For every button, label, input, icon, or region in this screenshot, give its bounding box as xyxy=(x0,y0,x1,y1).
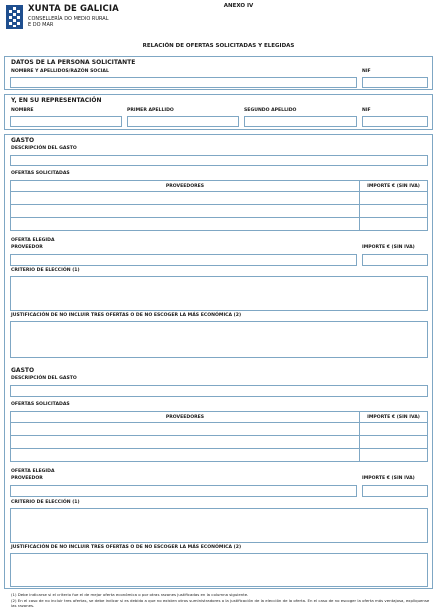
table-row xyxy=(11,205,428,218)
document-title: RELACIÓN DE OFERTAS SOLICITADAS Y ELEGIDAS xyxy=(142,43,295,49)
chosen-offer-label: OFERTA ELEGIDA xyxy=(11,238,55,243)
chosen-provider-field[interactable] xyxy=(10,254,357,266)
table-row xyxy=(11,436,428,449)
amount-cell[interactable] xyxy=(360,192,428,205)
representative-nif-label: NIF xyxy=(362,108,371,113)
second-surname-label: SEGUNDO APELLIDO xyxy=(244,108,297,113)
table-row xyxy=(11,423,428,436)
chosen-amount-label: IMPORTE € (SIN IVA) xyxy=(362,245,415,250)
table-row xyxy=(11,449,428,462)
annex-label: ANEXO IV xyxy=(223,3,254,9)
applicant-section xyxy=(4,56,433,90)
applicant-title: DATOS DE LA PERSONA SOLICITANTE xyxy=(11,59,136,66)
chosen-amount-label: IMPORTE € (SIN IVA) xyxy=(362,476,415,481)
amount-header: IMPORTE € (SIN IVA) xyxy=(360,181,428,192)
justification-label: JUSTIFICACIÓN DE NO INCLUIR TRES OFERTAS O DE NO ESCOGER LA MÁS ECONÓMICA (2) xyxy=(11,545,242,550)
applicant-name-label: NOMBRE Y APELLIDOS/RAZÓN SOCIAL xyxy=(11,69,109,74)
expense-description-field[interactable] xyxy=(10,155,428,166)
criterion-label: CRITERIO DE ELECCIÓN (1) xyxy=(11,500,80,505)
expense-title: GASTO xyxy=(11,137,35,144)
first-name-field[interactable] xyxy=(10,116,122,127)
expense-description-label: DESCRIPCIÓN DEL GASTO xyxy=(11,146,77,151)
justification-field[interactable] xyxy=(10,321,428,358)
applicant-nif-field[interactable] xyxy=(362,77,428,88)
representative-title: Y, EN SU REPRESENTACIÓN xyxy=(11,97,102,104)
amount-header: IMPORTE € (SIN IVA) xyxy=(360,412,428,423)
providers-header: PROVEEDORES xyxy=(11,181,360,192)
requested-offers-label: OFERTAS SOLICITADAS xyxy=(11,171,70,176)
provider-cell[interactable] xyxy=(11,449,360,462)
expense-description-field[interactable] xyxy=(10,385,428,397)
representative-section xyxy=(4,94,433,130)
table-row xyxy=(11,192,428,205)
providers-header: PROVEEDORES xyxy=(11,412,360,423)
logo-department-line1: CONSELLERÍA DO MEDIO RURAL xyxy=(28,16,109,22)
amount-cell[interactable] xyxy=(360,436,428,449)
criterion-label: CRITERIO DE ELECCIÓN (1) xyxy=(11,268,80,273)
justification-field[interactable] xyxy=(10,553,428,587)
second-surname-field[interactable] xyxy=(244,116,357,127)
first-surname-label: PRIMER APELLIDO xyxy=(127,108,174,113)
provider-cell[interactable] xyxy=(11,192,360,205)
logo-department xyxy=(28,16,109,28)
amount-cell[interactable] xyxy=(360,218,428,231)
requested-offers-label: OFERTAS SOLICITADAS xyxy=(11,402,70,407)
applicant-nif-label: NIF xyxy=(362,69,371,74)
logo-name: XUNTA DE GALICIA xyxy=(28,4,119,14)
applicant-name-field[interactable] xyxy=(10,77,357,88)
criterion-field[interactable] xyxy=(10,508,428,543)
justification-label: JUSTIFICACIÓN DE NO INCLUIR TRES OFERTAS O DE NO ESCOGER LA MÁS ECONÓMICA (2) xyxy=(11,313,242,318)
footnote-2: (2) En el caso de no incluir tres ofertas, se debe indicar si es debido a que no existen otros suministradores o la justificación de la elección de la oferta. En el caso de no escoger la oferta más ventajosa, explíquense las razones. xyxy=(11,597,430,609)
provider-cell[interactable] xyxy=(11,436,360,449)
requested-offers-table xyxy=(10,180,428,231)
logo-department-line2: E DO MAR xyxy=(28,22,54,28)
provider-cell[interactable] xyxy=(11,218,360,231)
chosen-provider-field[interactable] xyxy=(10,485,357,497)
provider-label: PROVEEDOR xyxy=(11,245,43,250)
footnotes xyxy=(11,592,431,609)
provider-label: PROVEEDOR xyxy=(11,476,43,481)
provider-cell[interactable] xyxy=(11,205,360,218)
table-row xyxy=(11,218,428,231)
expenses-section xyxy=(4,134,433,589)
footnote-1: (1) Debe indicarse si el criterio fue el de mejor oferta económica o por otras razones justificadas en la columna siguiente. xyxy=(11,592,249,597)
representative-nif-field[interactable] xyxy=(362,116,428,127)
chosen-amount-field[interactable] xyxy=(362,254,428,266)
expense-title: GASTO xyxy=(11,367,35,374)
requested-offers-table xyxy=(10,411,428,462)
expense-description-label: DESCRIPCIÓN DEL GASTO xyxy=(11,376,77,381)
amount-cell[interactable] xyxy=(360,449,428,462)
first-surname-field[interactable] xyxy=(127,116,239,127)
amount-cell[interactable] xyxy=(360,423,428,436)
amount-cell[interactable] xyxy=(360,205,428,218)
chosen-offer-label: OFERTA ELEGIDA xyxy=(11,469,55,474)
provider-cell[interactable] xyxy=(11,423,360,436)
first-name-label: NOMBRE xyxy=(11,108,34,113)
criterion-field[interactable] xyxy=(10,276,428,311)
chosen-amount-field[interactable] xyxy=(362,485,428,497)
